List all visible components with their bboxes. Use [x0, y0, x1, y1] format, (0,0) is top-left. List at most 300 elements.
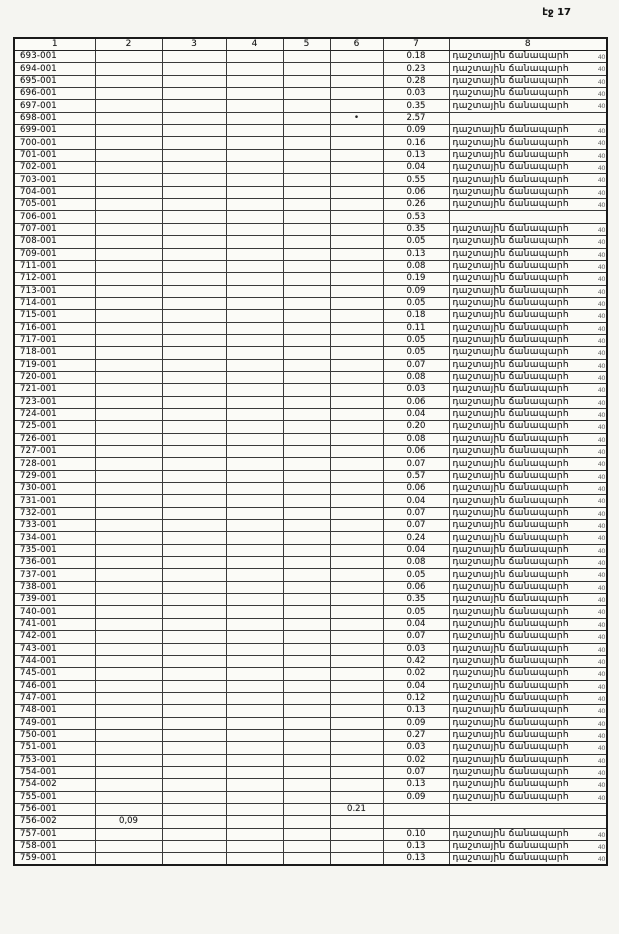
col4-cell — [226, 63, 283, 75]
col3-cell — [162, 841, 226, 853]
page-number-label: էջ 17 — [542, 7, 571, 18]
col4-cell — [226, 186, 283, 198]
col3-cell — [162, 643, 226, 655]
col4-cell — [226, 729, 283, 741]
col6-cell — [330, 236, 383, 248]
land-type-cell — [449, 828, 607, 840]
col4-cell — [226, 705, 283, 717]
land-type-label: դաշտային ճանապարհ — [452, 372, 569, 383]
column-header: 5 — [283, 38, 330, 51]
table-row — [14, 532, 607, 544]
col3-cell — [162, 532, 226, 544]
col2-cell — [95, 112, 162, 124]
col4-cell — [226, 841, 283, 853]
table-row — [14, 248, 607, 260]
row-id-cell: 757-001 — [14, 828, 95, 840]
row-id-cell: 728-001 — [14, 458, 95, 470]
col3-cell — [162, 520, 226, 532]
col5-cell — [283, 347, 330, 359]
col5-cell — [283, 384, 330, 396]
land-type-cell — [449, 655, 607, 667]
edge-mark: 40 — [597, 225, 605, 234]
col3-cell — [162, 816, 226, 828]
col3-cell — [162, 347, 226, 359]
land-type-label: դաշտային ճանապարհ — [452, 100, 569, 111]
land-type-cell — [449, 371, 607, 383]
land-type-cell — [449, 520, 607, 532]
value-cell: 0.28 — [383, 75, 449, 87]
edge-mark: 40 — [597, 102, 605, 111]
land-type-cell — [449, 186, 607, 198]
col2-cell — [95, 569, 162, 581]
edge-mark: 40 — [597, 176, 605, 185]
land-type-label: դաշտային ճանապարհ — [452, 137, 569, 148]
land-type-cell — [449, 199, 607, 211]
col2-cell — [95, 668, 162, 680]
value-cell: 0.07 — [383, 458, 449, 470]
edge-mark: 40 — [597, 139, 605, 148]
row-id-cell: 708-001 — [14, 236, 95, 248]
table-row — [14, 174, 607, 186]
land-type-label: դաշտային ճանապարհ — [452, 409, 569, 420]
col3-cell — [162, 310, 226, 322]
value-cell: 0.05 — [383, 606, 449, 618]
col5-cell — [283, 125, 330, 137]
land-type-label: դաշտային ճանապարհ — [452, 458, 569, 469]
col3-cell — [162, 334, 226, 346]
col2-cell — [95, 285, 162, 297]
col5-cell — [283, 631, 330, 643]
row-id-cell: 727-001 — [14, 446, 95, 458]
edge-mark: 40 — [597, 435, 605, 444]
value-cell: 0.24 — [383, 532, 449, 544]
table-row — [14, 199, 607, 211]
edge-mark: 40 — [597, 250, 605, 259]
table-row — [14, 594, 607, 606]
col2-cell — [95, 680, 162, 692]
value-cell: 0.09 — [383, 791, 449, 803]
row-id-cell: 698-001 — [14, 112, 95, 124]
value-cell: 0.06 — [383, 483, 449, 495]
col3-cell — [162, 507, 226, 519]
table-row — [14, 754, 607, 766]
col5-cell — [283, 223, 330, 235]
edge-mark: 40 — [597, 349, 605, 358]
col5-cell — [283, 717, 330, 729]
row-id-cell: 696-001 — [14, 88, 95, 100]
col4-cell — [226, 532, 283, 544]
col5-cell — [283, 692, 330, 704]
land-type-cell — [449, 125, 607, 137]
edge-mark: 40 — [597, 238, 605, 247]
col5-cell — [283, 408, 330, 420]
col3-cell — [162, 754, 226, 766]
table-header-row — [14, 38, 607, 51]
col6-cell — [330, 310, 383, 322]
col2-cell — [95, 322, 162, 334]
col5-cell — [283, 421, 330, 433]
land-type-cell — [449, 260, 607, 272]
row-id-cell: 749-001 — [14, 717, 95, 729]
col6-cell — [330, 705, 383, 717]
land-type-label: դաշտային ճանապարհ — [452, 335, 569, 346]
col2-cell — [95, 211, 162, 223]
col3-cell — [162, 63, 226, 75]
edge-mark: 40 — [597, 793, 605, 802]
land-type-label: դաշտային ճանապարհ — [452, 754, 569, 765]
col3-cell — [162, 359, 226, 371]
land-type-cell — [449, 75, 607, 87]
col3-cell — [162, 162, 226, 174]
col6-cell — [330, 371, 383, 383]
col4-cell — [226, 668, 283, 680]
edge-mark: 40 — [597, 559, 605, 568]
land-type-cell — [449, 51, 607, 63]
row-id-cell: 703-001 — [14, 174, 95, 186]
land-type-cell — [449, 88, 607, 100]
row-id-cell: 751-001 — [14, 742, 95, 754]
land-type-cell — [449, 347, 607, 359]
value-cell: 0.42 — [383, 655, 449, 667]
value-cell: 0.35 — [383, 100, 449, 112]
value-cell: 0.13 — [383, 149, 449, 161]
land-type-cell — [449, 322, 607, 334]
table-row — [14, 606, 607, 618]
land-type-cell — [449, 754, 607, 766]
edge-mark: 40 — [597, 756, 605, 765]
land-type-label: դաշտային ճանապարհ — [452, 433, 569, 444]
row-id-cell: 750-001 — [14, 729, 95, 741]
col4-cell — [226, 853, 283, 866]
land-type-label: դաշտային ճանապարհ — [452, 606, 569, 617]
table-row — [14, 137, 607, 149]
land-type-cell — [449, 408, 607, 420]
edge-mark: 40 — [597, 460, 605, 469]
value-cell — [383, 816, 449, 828]
col4-cell — [226, 88, 283, 100]
col2-cell — [95, 100, 162, 112]
table-row — [14, 470, 607, 482]
land-type-cell — [449, 495, 607, 507]
table-row — [14, 125, 607, 137]
col6-cell — [330, 260, 383, 272]
col2-cell — [95, 174, 162, 186]
table-row — [14, 162, 607, 174]
col4-cell — [226, 285, 283, 297]
edge-mark: 40 — [597, 719, 605, 728]
table-row — [14, 705, 607, 717]
table-row — [14, 841, 607, 853]
table-row — [14, 692, 607, 704]
edge-mark: 40 — [597, 287, 605, 296]
col4-cell — [226, 606, 283, 618]
table-row — [14, 483, 607, 495]
value-cell: 0.35 — [383, 223, 449, 235]
value-cell: 0.05 — [383, 347, 449, 359]
col3-cell — [162, 766, 226, 778]
col3-cell — [162, 557, 226, 569]
table-row — [14, 816, 607, 828]
value-cell: 0.26 — [383, 199, 449, 211]
land-type-label: դաշտային ճանապարհ — [452, 199, 569, 210]
value-cell: 0.02 — [383, 668, 449, 680]
col2-cell — [95, 137, 162, 149]
land-type-label: դաշտային ճանապարհ — [452, 779, 569, 790]
edge-mark: 40 — [597, 53, 605, 61]
row-id-cell: 741-001 — [14, 618, 95, 630]
col6-cell — [330, 495, 383, 507]
row-id-cell: 755-001 — [14, 791, 95, 803]
land-type-cell — [449, 779, 607, 791]
col3-cell — [162, 705, 226, 717]
land-type-cell — [449, 433, 607, 445]
col3-cell — [162, 199, 226, 211]
row-id-cell: 729-001 — [14, 470, 95, 482]
value-cell: 0.07 — [383, 520, 449, 532]
table-row — [14, 51, 607, 63]
row-id-cell: 711-001 — [14, 260, 95, 272]
col2-cell — [95, 433, 162, 445]
col6-cell — [330, 557, 383, 569]
col6-cell — [330, 594, 383, 606]
land-type-cell — [449, 729, 607, 741]
col5-cell — [283, 396, 330, 408]
edge-mark: 40 — [597, 65, 605, 74]
col5-cell — [283, 88, 330, 100]
row-id-cell: 694-001 — [14, 63, 95, 75]
land-type-cell — [449, 557, 607, 569]
land-type-cell — [449, 766, 607, 778]
table-row — [14, 347, 607, 359]
col6-cell — [330, 334, 383, 346]
edge-mark: 40 — [597, 583, 605, 592]
col3-cell — [162, 618, 226, 630]
land-type-label: դաշտային ճանապարհ — [452, 125, 569, 136]
col4-cell — [226, 581, 283, 593]
land-type-cell — [449, 483, 607, 495]
land-type-label: դաշտային ճանապարհ — [452, 618, 569, 629]
col4-cell — [226, 396, 283, 408]
col6-cell — [330, 125, 383, 137]
value-cell: 2.57 — [383, 112, 449, 124]
parcel-table — [13, 37, 608, 866]
value-cell: 0.18 — [383, 51, 449, 63]
value-cell: 0.06 — [383, 186, 449, 198]
land-type-label: դաշտային ճանապարհ — [452, 767, 569, 778]
land-type-label: դաշտային ճանապարհ — [452, 656, 569, 667]
table-row — [14, 717, 607, 729]
table-row — [14, 631, 607, 643]
value-cell: 0.27 — [383, 729, 449, 741]
value-cell: 0.05 — [383, 236, 449, 248]
col5-cell — [283, 643, 330, 655]
col4-cell — [226, 631, 283, 643]
col6-cell: • — [330, 112, 383, 124]
col5-cell — [283, 446, 330, 458]
col4-cell — [226, 100, 283, 112]
col3-cell — [162, 569, 226, 581]
row-id-cell: 723-001 — [14, 396, 95, 408]
col5-cell — [283, 273, 330, 285]
row-id-cell: 700-001 — [14, 137, 95, 149]
value-cell: 0.05 — [383, 569, 449, 581]
col3-cell — [162, 100, 226, 112]
col6-cell — [330, 137, 383, 149]
value-cell: 0.06 — [383, 396, 449, 408]
edge-mark: 40 — [597, 620, 605, 629]
col5-cell — [283, 557, 330, 569]
value-cell: 0.03 — [383, 88, 449, 100]
table-row — [14, 791, 607, 803]
value-cell: 0.04 — [383, 618, 449, 630]
col5-cell — [283, 532, 330, 544]
table-row — [14, 853, 607, 866]
col2-cell — [95, 618, 162, 630]
col3-cell — [162, 137, 226, 149]
value-cell: 0.57 — [383, 470, 449, 482]
col5-cell — [283, 655, 330, 667]
col5-cell — [283, 618, 330, 630]
col2-cell — [95, 273, 162, 285]
col2-cell — [95, 520, 162, 532]
land-type-label: դաշտային ճանապարհ — [452, 261, 569, 272]
row-id-cell: 715-001 — [14, 310, 95, 322]
table-row — [14, 384, 607, 396]
table-row — [14, 618, 607, 630]
col2-cell — [95, 483, 162, 495]
col6-cell — [330, 742, 383, 754]
col3-cell — [162, 125, 226, 137]
col4-cell — [226, 334, 283, 346]
col6-cell — [330, 162, 383, 174]
table-row — [14, 655, 607, 667]
col5-cell — [283, 433, 330, 445]
row-id-cell: 702-001 — [14, 162, 95, 174]
row-id-cell: 754-001 — [14, 766, 95, 778]
col6-cell — [330, 828, 383, 840]
col3-cell — [162, 223, 226, 235]
table-row — [14, 273, 607, 285]
col2-cell — [95, 717, 162, 729]
edge-mark: 40 — [597, 596, 605, 605]
land-type-label: դաշտային ճանապարհ — [452, 285, 569, 296]
value-cell: 0.05 — [383, 334, 449, 346]
land-type-label: դաշտային ճանապարհ — [452, 162, 569, 173]
row-id-cell: 740-001 — [14, 606, 95, 618]
land-type-cell — [449, 384, 607, 396]
col2-cell — [95, 371, 162, 383]
table-row — [14, 828, 607, 840]
row-id-cell: 731-001 — [14, 495, 95, 507]
table-row — [14, 544, 607, 556]
edge-mark: 40 — [597, 423, 605, 432]
table-row — [14, 557, 607, 569]
col2-cell — [95, 507, 162, 519]
col2-cell — [95, 310, 162, 322]
col4-cell — [226, 162, 283, 174]
col4-cell — [226, 569, 283, 581]
row-id-cell: 719-001 — [14, 359, 95, 371]
value-cell: 0.08 — [383, 260, 449, 272]
col2-cell — [95, 458, 162, 470]
value-cell: 0.09 — [383, 125, 449, 137]
row-id-cell: 716-001 — [14, 322, 95, 334]
col6-cell — [330, 581, 383, 593]
table-row — [14, 371, 607, 383]
row-id-cell: 738-001 — [14, 581, 95, 593]
table-row — [14, 75, 607, 87]
land-type-cell — [449, 137, 607, 149]
col4-cell — [226, 371, 283, 383]
row-id-cell: 713-001 — [14, 285, 95, 297]
col3-cell — [162, 544, 226, 556]
land-type-cell — [449, 458, 607, 470]
col5-cell — [283, 606, 330, 618]
land-type-label: դաշտային ճանապարհ — [452, 322, 569, 333]
col6-cell — [330, 618, 383, 630]
col6-cell: 0.21 — [330, 803, 383, 815]
col3-cell — [162, 668, 226, 680]
col2-cell — [95, 248, 162, 260]
land-type-cell — [449, 236, 607, 248]
col6-cell — [330, 606, 383, 618]
col6-cell — [330, 729, 383, 741]
table-row — [14, 643, 607, 655]
col4-cell — [226, 359, 283, 371]
land-type-label: դաշտային ճանապարհ — [452, 75, 569, 86]
col6-cell — [330, 297, 383, 309]
land-type-label: դաշտային ճանապարհ — [452, 63, 569, 74]
col5-cell — [283, 594, 330, 606]
land-type-label: դաշտային ճանապարհ — [452, 495, 569, 506]
col2-cell — [95, 766, 162, 778]
value-cell: 0.03 — [383, 384, 449, 396]
col4-cell — [226, 717, 283, 729]
column-header: 1 — [14, 38, 95, 51]
col2-cell — [95, 791, 162, 803]
table-row — [14, 729, 607, 741]
col2-cell — [95, 606, 162, 618]
col6-cell — [330, 569, 383, 581]
col5-cell — [283, 458, 330, 470]
table-row — [14, 446, 607, 458]
col2-cell — [95, 51, 162, 63]
land-type-cell — [449, 569, 607, 581]
col4-cell — [226, 458, 283, 470]
edge-mark: 40 — [597, 188, 605, 197]
col5-cell — [283, 149, 330, 161]
col5-cell — [283, 186, 330, 198]
row-id-cell: 735-001 — [14, 544, 95, 556]
col3-cell — [162, 51, 226, 63]
edge-mark: 40 — [597, 410, 605, 419]
col5-cell — [283, 754, 330, 766]
col6-cell — [330, 421, 383, 433]
value-cell: 0.04 — [383, 408, 449, 420]
land-type-cell — [449, 174, 607, 186]
row-id-cell: 697-001 — [14, 100, 95, 112]
column-header: 8 — [449, 38, 607, 51]
land-type-cell — [449, 705, 607, 717]
row-id-cell: 756-002 — [14, 816, 95, 828]
table-row — [14, 211, 607, 223]
row-id-cell: 732-001 — [14, 507, 95, 519]
edge-mark: 40 — [597, 299, 605, 308]
land-type-cell — [449, 63, 607, 75]
col6-cell — [330, 359, 383, 371]
value-cell: 0.13 — [383, 853, 449, 866]
land-type-cell — [449, 532, 607, 544]
